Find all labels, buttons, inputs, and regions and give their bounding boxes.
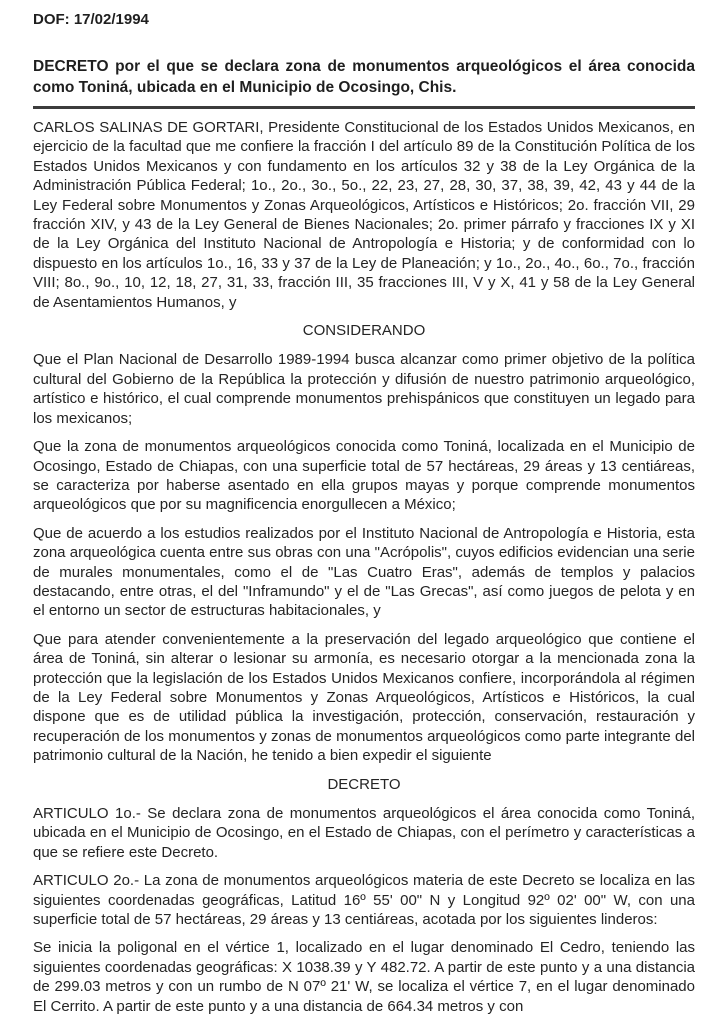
- title-divider: [33, 106, 695, 109]
- paragraph-articulo-2: ARTICULO 2o.- La zona de monumentos arqueológicos materia de este Decreto se localiza en las siguientes coordenadas geográficas, Latitud 16º 55' 00" N y Longitud 92º 02' 00" W, con una superficie total de 57 hectáreas, 29 áreas y 13 centiáreas, acotada por los siguientes linderos:: [33, 872, 695, 929]
- paragraph-plan-nacional: Que el Plan Nacional de Desarrollo 1989-1994 busca alcanzar como primer objetivo de la política cultural del Gobierno de la República la protección y difusión de nuestro patrimonio arqueológico, artístico e histórico, el cual comprende monumentos prehispánicos que constituyen un legado para los mexicanos;: [33, 351, 695, 427]
- heading-decreto: DECRETO: [327, 775, 401, 793]
- dof-date-header: DOF: 17/02/1994: [33, 11, 149, 28]
- paragraph-preamble: CARLOS SALINAS DE GORTARI, Presidente Constitucional de los Estados Unidos Mexicanos, en ejercicio de la facultad que me confiere la fracción I del artículo 89 de la Constitución Política de los Estados Unidos Mexicanos y con fundamento en los artículos 32 y 38 de la Ley Orgánica de la Administración Pública Federal; 1o., 2o., 3o., 5o., 22, 23, 27, 28, 30, 37, 38, 39, 42, 43 y 44 de la Ley Federal sobre Monumentos y Zonas Arqueológicos, Artísticos e Históricos; 2o. fracción VII, 29 fracción XIV, y 43 de la Ley General de Bienes Nacionales; 2o. primer párrafo y fracciones IX y XI de la Ley Orgánica del Instituto Nacional de Antropología e Historia; y de conformidad con lo dispuesto en los artículos 1o., 16, 33 y 37 de la Ley de Planeación; y 1o., 2o., 4o., 6o., 7o., fracción VIII; 8o., 9o., 10, 12, 18, 27, 31, 33, fracción III, 35 fracciones III, V y X, 41 y 58 de la Ley General de Asentamientos Humanos, y: [33, 119, 695, 311]
- heading-considerando: CONSIDERANDO: [302, 322, 426, 340]
- decree-title: DECRETO por el que se declara zona de monumentos arqueológicos el área conocida como Toniná, ubicada en el Municipio de Ocosingo, Chis.: [33, 58, 695, 96]
- paragraph-estudios-inah: Que de acuerdo a los estudios realizados por el Instituto Nacional de Antropología e Historia, esta zona arqueológica cuenta entre sus obras con una "Acrópolis", cuyos edificios evidencian una serie de murales monumentales, como el de "Las Cuatro Eras", además de templos y palacios destacando, entre otras, el del "Inframundo" y el de "Las Grecas", así como juegos de pelota y en el entorno un sector de estructuras habitacionales, y: [33, 524, 695, 620]
- paragraph-articulo-1: ARTICULO 1o.- Se declara zona de monumentos arqueológicos el área conocida como Toniná, ubicada en el Municipio de Ocosingo, en el Estado de Chiapas, con el perímetro y características a que se refiere este Decreto.: [33, 805, 695, 861]
- paragraph-preservacion: Que para atender convenientemente a la preservación del legado arqueológico que contiene el área de Toniná, sin alterar o lesionar su armonía, es necesario otorgar a la mencionada zona la protección que la legislación de los Estados Unidos Mexicanos confiere, incorporándola al régimen de la Ley Federal sobre Monumentos y Zonas Arqueológicos, Artísticos e Históricos, la cual dispone que es de utilidad pública la investigación, protección, conservación, restauración y recuperación de los monumentos y zonas de monumentos arqueológicos como parte integrante del patrimonio cultural de la Nación, he tenido a bien expedir el siguiente: [33, 630, 695, 765]
- paragraph-zona-tonina: Que la zona de monumentos arqueológicos conocida como Toniná, localizada en el Municipio de Ocosingo, Estado de Chiapas, con una superficie total de 57 hectáreas, 29 áreas y 13 centiáreas, se caracteriza por haberse asentado en ella grupos mayas y porque comprende monumentos arqueológicos que por su magnificencia enorgullecen a México;: [33, 438, 695, 514]
- paragraph-poligonal: Se inicia la poligonal en el vértice 1, localizado en el lugar denominado El Cedro, teniendo las siguientes coordenadas geográficas: X 1038.39 y Y 482.72. A partir de este punto y a una distancia de 299.03 metros y con un rumbo de N 07º 21' W, se localiza el vértice 7, en el lugar denominado El Cerrito. A partir de este punto y a una distancia de 664.34 metros y con: [33, 939, 695, 1015]
